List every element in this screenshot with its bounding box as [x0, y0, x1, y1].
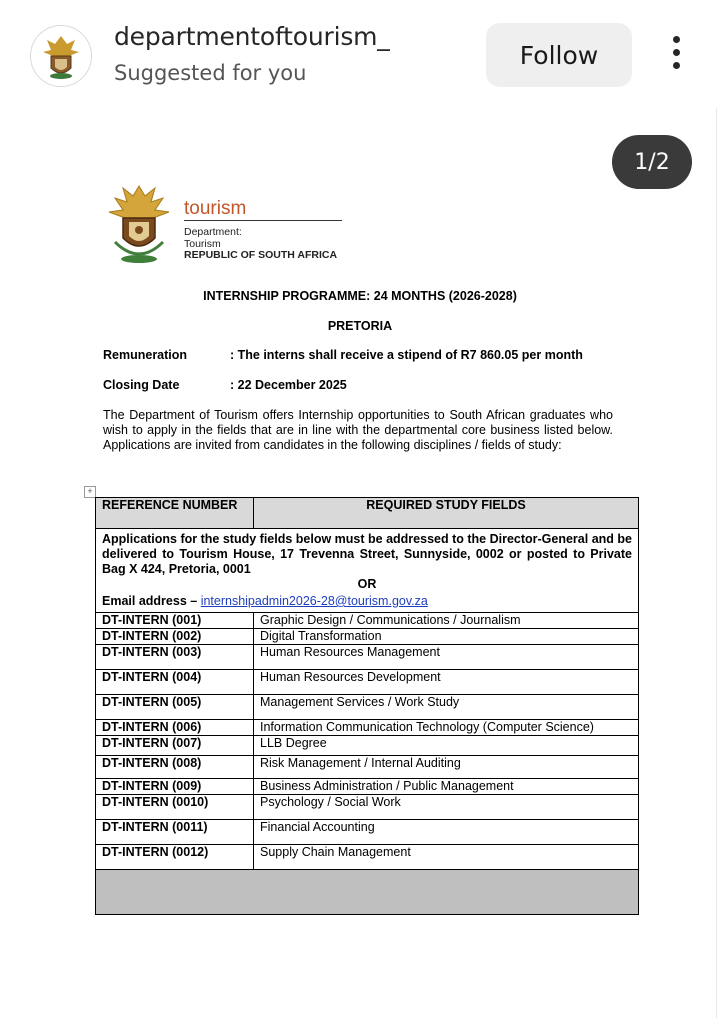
table-row — [96, 736, 639, 756]
post-header — [0, 0, 720, 110]
username[interactable]: departmentoftourism_ — [114, 22, 390, 51]
dept-line1: Department: — [184, 226, 242, 238]
reference-code: DT-INTERN (009) — [96, 779, 254, 795]
study-field: Management Services / Work Study — [254, 695, 639, 720]
study-field: Digital Transformation — [254, 629, 639, 645]
table-row — [96, 845, 639, 870]
department-label — [184, 226, 242, 250]
study-field: Information Communication Technology (Computer Science) — [254, 720, 639, 736]
table-row — [96, 820, 639, 845]
coat-of-arms-icon — [31, 26, 91, 86]
study-field: Human Resources Management — [254, 645, 639, 670]
reference-code: DT-INTERN (001) — [96, 613, 254, 629]
document-location: PRETORIA — [327, 319, 393, 333]
table-row — [96, 645, 639, 670]
email-link[interactable]: internshipadmin2026-28@tourism.gov.za — [200, 594, 428, 608]
col-required-study-fields: REQUIRED STUDY FIELDS — [254, 498, 639, 529]
col-reference-number: REFERENCE NUMBER — [96, 498, 254, 529]
more-options-icon[interactable] — [664, 36, 688, 76]
study-field: Supply Chain Management — [254, 845, 639, 870]
study-field: Psychology / Social Work — [254, 795, 639, 820]
reference-code: DT-INTERN (006) — [96, 720, 254, 736]
or-label: OR — [357, 577, 377, 591]
logo-underline — [184, 220, 342, 221]
study-field: Financial Accounting — [254, 820, 639, 845]
document-title: INTERNSHIP PROGRAMME: 24 MONTHS (2026-2028) — [203, 289, 517, 303]
apply-text: Applications for the study fields below must be addressed to the Director-General and be delivered to Tourism House, 17 Trevenna Street, Sunnyside, 0002 or posted to Private Bag X 424, Pretoria, 0001 — [102, 532, 632, 576]
reference-code: DT-INTERN (002) — [96, 629, 254, 645]
study-field: Graphic Design / Communications / Journalism — [254, 613, 639, 629]
study-field: Human Resources Development — [254, 670, 639, 695]
study-field: Risk Management / Internal Auditing — [254, 756, 639, 779]
republic-label: REPUBLIC OF SOUTH AFRICA — [184, 249, 338, 261]
table-row — [96, 720, 639, 736]
reference-code: DT-INTERN (0012) — [96, 845, 254, 870]
table-row — [96, 756, 639, 779]
reference-table — [95, 497, 639, 915]
reference-code: DT-INTERN (008) — [96, 756, 254, 779]
closing-date-label: Closing Date — [103, 378, 180, 392]
application-instructions — [96, 529, 639, 613]
table-row — [96, 695, 639, 720]
table-row — [96, 779, 639, 795]
email-label: Email address – — [102, 594, 198, 608]
table-row — [96, 670, 639, 695]
reference-code: DT-INTERN (004) — [96, 670, 254, 695]
reference-code: DT-INTERN (005) — [96, 695, 254, 720]
study-field: LLB Degree — [254, 736, 639, 756]
table-row — [96, 613, 639, 629]
reference-code: DT-INTERN (007) — [96, 736, 254, 756]
study-field: Business Administration / Public Management — [254, 779, 639, 795]
profile-avatar[interactable] — [30, 25, 92, 87]
closing-date-value: : 22 December 2025 — [230, 378, 347, 392]
reference-code: DT-INTERN (0010) — [96, 795, 254, 820]
remuneration-label: Remuneration — [103, 348, 188, 362]
logo-wordmark: tourism — [184, 198, 247, 219]
intro-paragraph: The Department of Tourism offers Internship opportunities to South African graduates who wish to apply in the fields that are in line with the departmental core business listed below. Applications are invited from candidates in the following disciplines / fields of study: — [103, 408, 613, 452]
table-filler-row — [96, 870, 639, 915]
coat-of-arms-icon — [105, 182, 173, 266]
suggested-label: Suggested for you — [114, 61, 307, 85]
table-row — [96, 795, 639, 820]
remuneration-value: : The interns shall receive a stipend of R7 860.05 per month — [230, 348, 583, 362]
reference-code: DT-INTERN (0011) — [96, 820, 254, 845]
table-filler-cell — [96, 870, 639, 915]
follow-button[interactable]: Follow — [486, 23, 632, 87]
slide-counter: 1/2 — [612, 135, 692, 189]
reference-code: DT-INTERN (003) — [96, 645, 254, 670]
dept-line2: Tourism — [184, 238, 221, 250]
table-move-icon: + — [84, 486, 96, 498]
document-image[interactable] — [0, 110, 720, 1018]
table-row — [96, 629, 639, 645]
